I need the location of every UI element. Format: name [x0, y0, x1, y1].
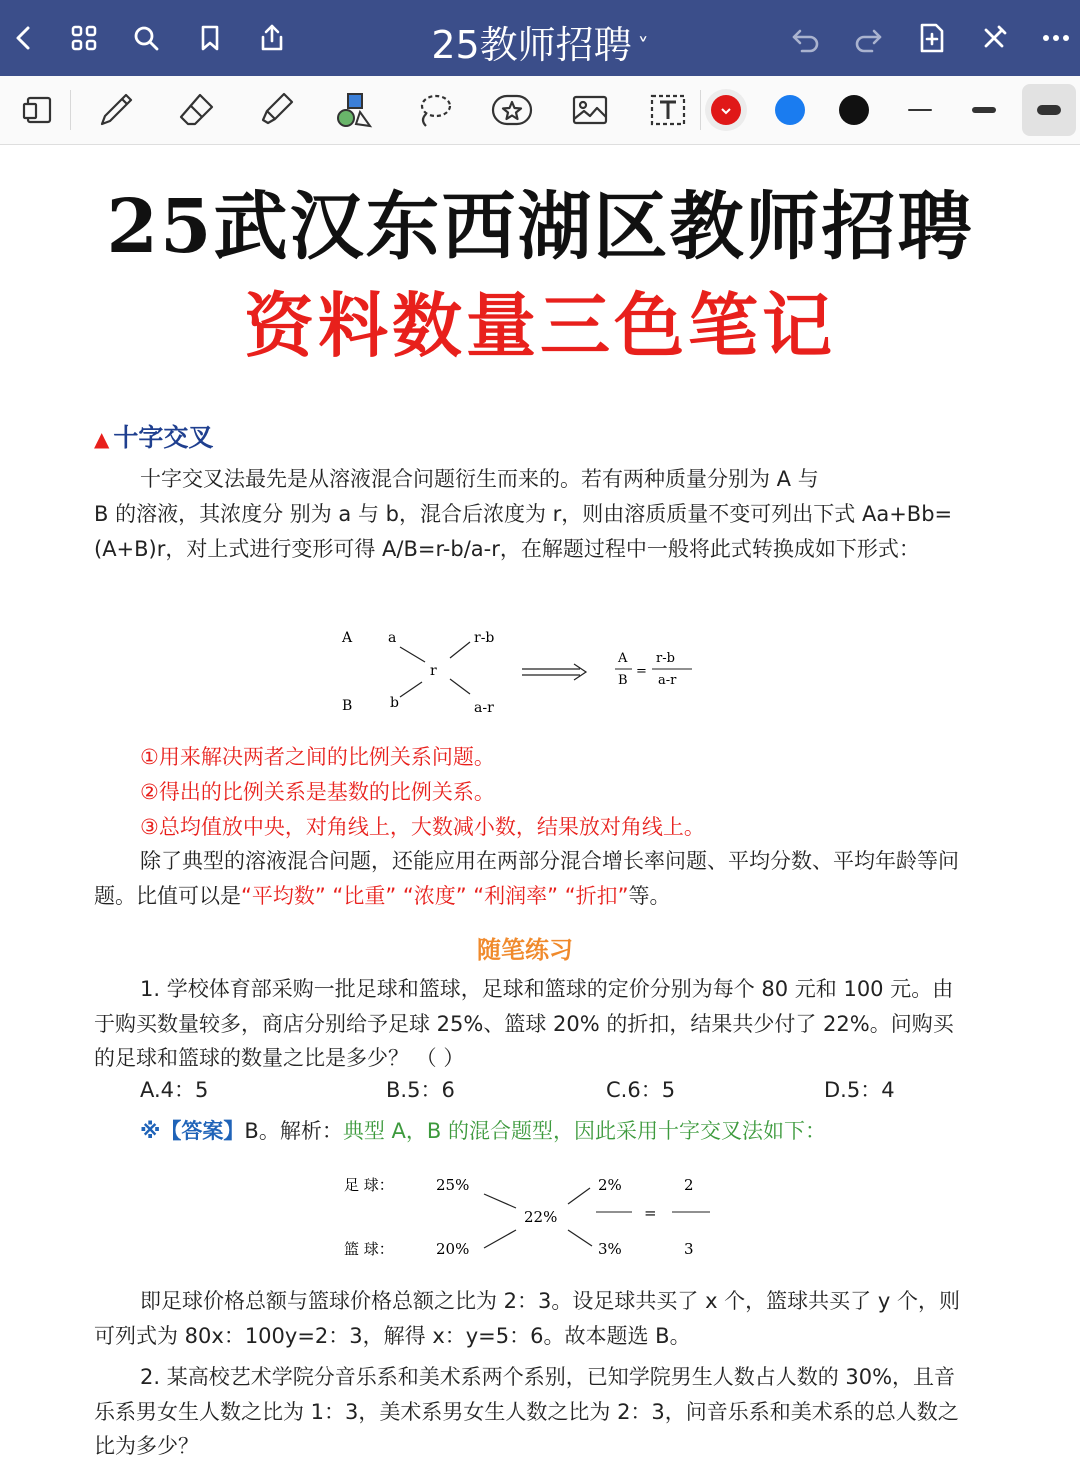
red-swatch: [711, 95, 741, 125]
frac-A: A: [618, 651, 628, 666]
option-a: A.4：5: [140, 1078, 209, 1102]
section-heading: ▲ 十字交叉: [94, 423, 214, 452]
chevron-down-icon: ˅: [637, 35, 649, 60]
color-blue[interactable]: [766, 86, 814, 134]
document-page: [0, 144, 1080, 1458]
black-swatch: [839, 95, 869, 125]
sticker-icon[interactable]: [488, 86, 536, 134]
answer-line: ※【答案】B。解析：典型 A，B 的混合题型，因此采用十字交叉法如下：: [140, 1119, 826, 1143]
football-label: 足 球：: [344, 1176, 394, 1194]
top-nav-bar: [0, 0, 1080, 76]
text-box-icon[interactable]: [644, 86, 692, 134]
ratio-2: 2: [684, 1176, 694, 1194]
redo-icon[interactable]: [848, 18, 888, 58]
blue-swatch: [775, 95, 805, 125]
diagram-label-rb: r-b: [474, 630, 495, 646]
search-icon[interactable]: [126, 18, 166, 58]
eraser-icon[interactable]: [172, 86, 220, 134]
stroke-medium[interactable]: [960, 86, 1008, 134]
diagram-label-ar: a-r: [474, 700, 494, 716]
lasso-icon[interactable]: [410, 86, 458, 134]
stroke-thick-selected[interactable]: [1022, 84, 1076, 136]
triangle-marker: ▲: [94, 427, 110, 451]
answer-marker: ※【答案】: [140, 1119, 245, 1143]
grid-view-icon[interactable]: [64, 18, 104, 58]
drawing-toolbar: [0, 76, 1080, 145]
explanation-paragraph: 即足球价格总额与篮球价格总额之比为 2：3。设足球共买了 x 个，篮球共买了 y 个，则可列式为 80x：100y=2：3，解得 x：y=5：6。故本题选 B。: [94, 1289, 960, 1348]
note-3: ③总均值放中央，对角线上，大数减小数，结果放对角线上。: [140, 815, 705, 839]
shapes-icon[interactable]: [330, 86, 378, 134]
basketball-label: 篮 球：: [344, 1240, 394, 1258]
document-title[interactable]: 25教师招聘 ˅: [431, 23, 649, 67]
cross-method-diagram: [330, 622, 710, 722]
diagram-label-b: b: [390, 695, 399, 711]
diagram-label-B: B: [342, 698, 353, 714]
frac-numerator: r-b: [656, 651, 675, 666]
add-page-icon[interactable]: [912, 18, 952, 58]
diagram-label-r: r: [430, 663, 437, 679]
basketball-discount: 20%: [436, 1240, 470, 1258]
share-icon[interactable]: [252, 18, 292, 58]
ratio-equals: =: [644, 1204, 657, 1222]
close-pen-icon[interactable]: [974, 18, 1014, 58]
diff-2pct: 2%: [598, 1176, 622, 1194]
page-layout-icon[interactable]: [14, 86, 62, 134]
document-subheading: 资料数量三色笔记: [244, 284, 836, 367]
document-heading: 25武汉东西湖区教师招聘: [106, 184, 974, 270]
question-1: 1. 学校体育部采购一批足球和篮球，足球和篮球的定价分别为每个 80 元和 100 元。由于购买数量较多，商店分别给予足球 25%、篮球 20% 的折扣，结果共少付了 22%。问购买的足球和篮球的数量之比是多少？ （ ）: [94, 977, 954, 1070]
pen-icon[interactable]: [92, 86, 140, 134]
practice-heading: 随笔练习: [477, 936, 573, 964]
color-red-selected[interactable]: [702, 86, 750, 134]
more-icon[interactable]: [1036, 18, 1076, 58]
question-2: 2. 某高校艺术学院分音乐系和美术系两个系别，已知学院男生人数占人数的 30%，且音乐系男女生人数之比为 1：3，美术系男女生人数之比为 2：3，问音乐系和美术系的总人数之比为多少？: [94, 1365, 959, 1458]
bookmark-icon[interactable]: [190, 18, 230, 58]
diagram-label-a: a: [388, 630, 397, 646]
frac-equals: =: [636, 664, 647, 679]
application-paragraph: 除了典型的溶液混合问题，还能应用在两部分混合增长率问题、平均分数、平均年龄等问题。比值可以是“平均数” “比重” “浓度” “利润率” “折扣”等。: [94, 849, 959, 908]
color-black[interactable]: [830, 86, 878, 134]
ratio-3: 3: [684, 1240, 694, 1258]
ratio-terms: “平均数” “比重” “浓度” “利润率” “折扣”: [241, 883, 629, 908]
option-d: D.5：4: [824, 1078, 895, 1102]
back-icon[interactable]: [4, 18, 44, 58]
undo-icon[interactable]: [786, 18, 826, 58]
diagram-label-A: A: [342, 630, 353, 646]
image-icon[interactable]: [566, 86, 614, 134]
overall-discount: 22%: [524, 1208, 558, 1226]
intro-line-1: 十字交叉法最先是从溶液混合问题衍生而来的。若有两种质量分别为 A 与: [140, 467, 819, 491]
note-1: ①用来解决两者之间的比例关系问题。: [140, 745, 495, 769]
option-c: C.6：5: [606, 1078, 676, 1102]
answer-explanation: 典型 A，B 的混合题型，因此采用十字交叉法如下：: [342, 1119, 826, 1143]
note-2: ②得出的比例关系是基数的比例关系。: [140, 780, 495, 804]
intro-paragraph: B 的溶液，其浓度分 别为 a 与 b，混合后浓度为 r，则由溶质质量不变可列出下式 Aa+Bb=(A+B)r，对上式进行变形可得 A/B=r-b/a-r，在解题过程中一般将此式转换成如下形式：: [94, 502, 953, 561]
option-b: B.5：6: [386, 1078, 455, 1102]
discount-cross-diagram: [340, 1168, 720, 1264]
football-discount: 25%: [436, 1176, 470, 1194]
frac-denominator: a-r: [658, 673, 677, 688]
diff-3pct: 3%: [598, 1240, 622, 1258]
frac-B: B: [618, 673, 628, 688]
highlighter-icon[interactable]: [252, 86, 300, 134]
stroke-thin[interactable]: [896, 86, 944, 134]
